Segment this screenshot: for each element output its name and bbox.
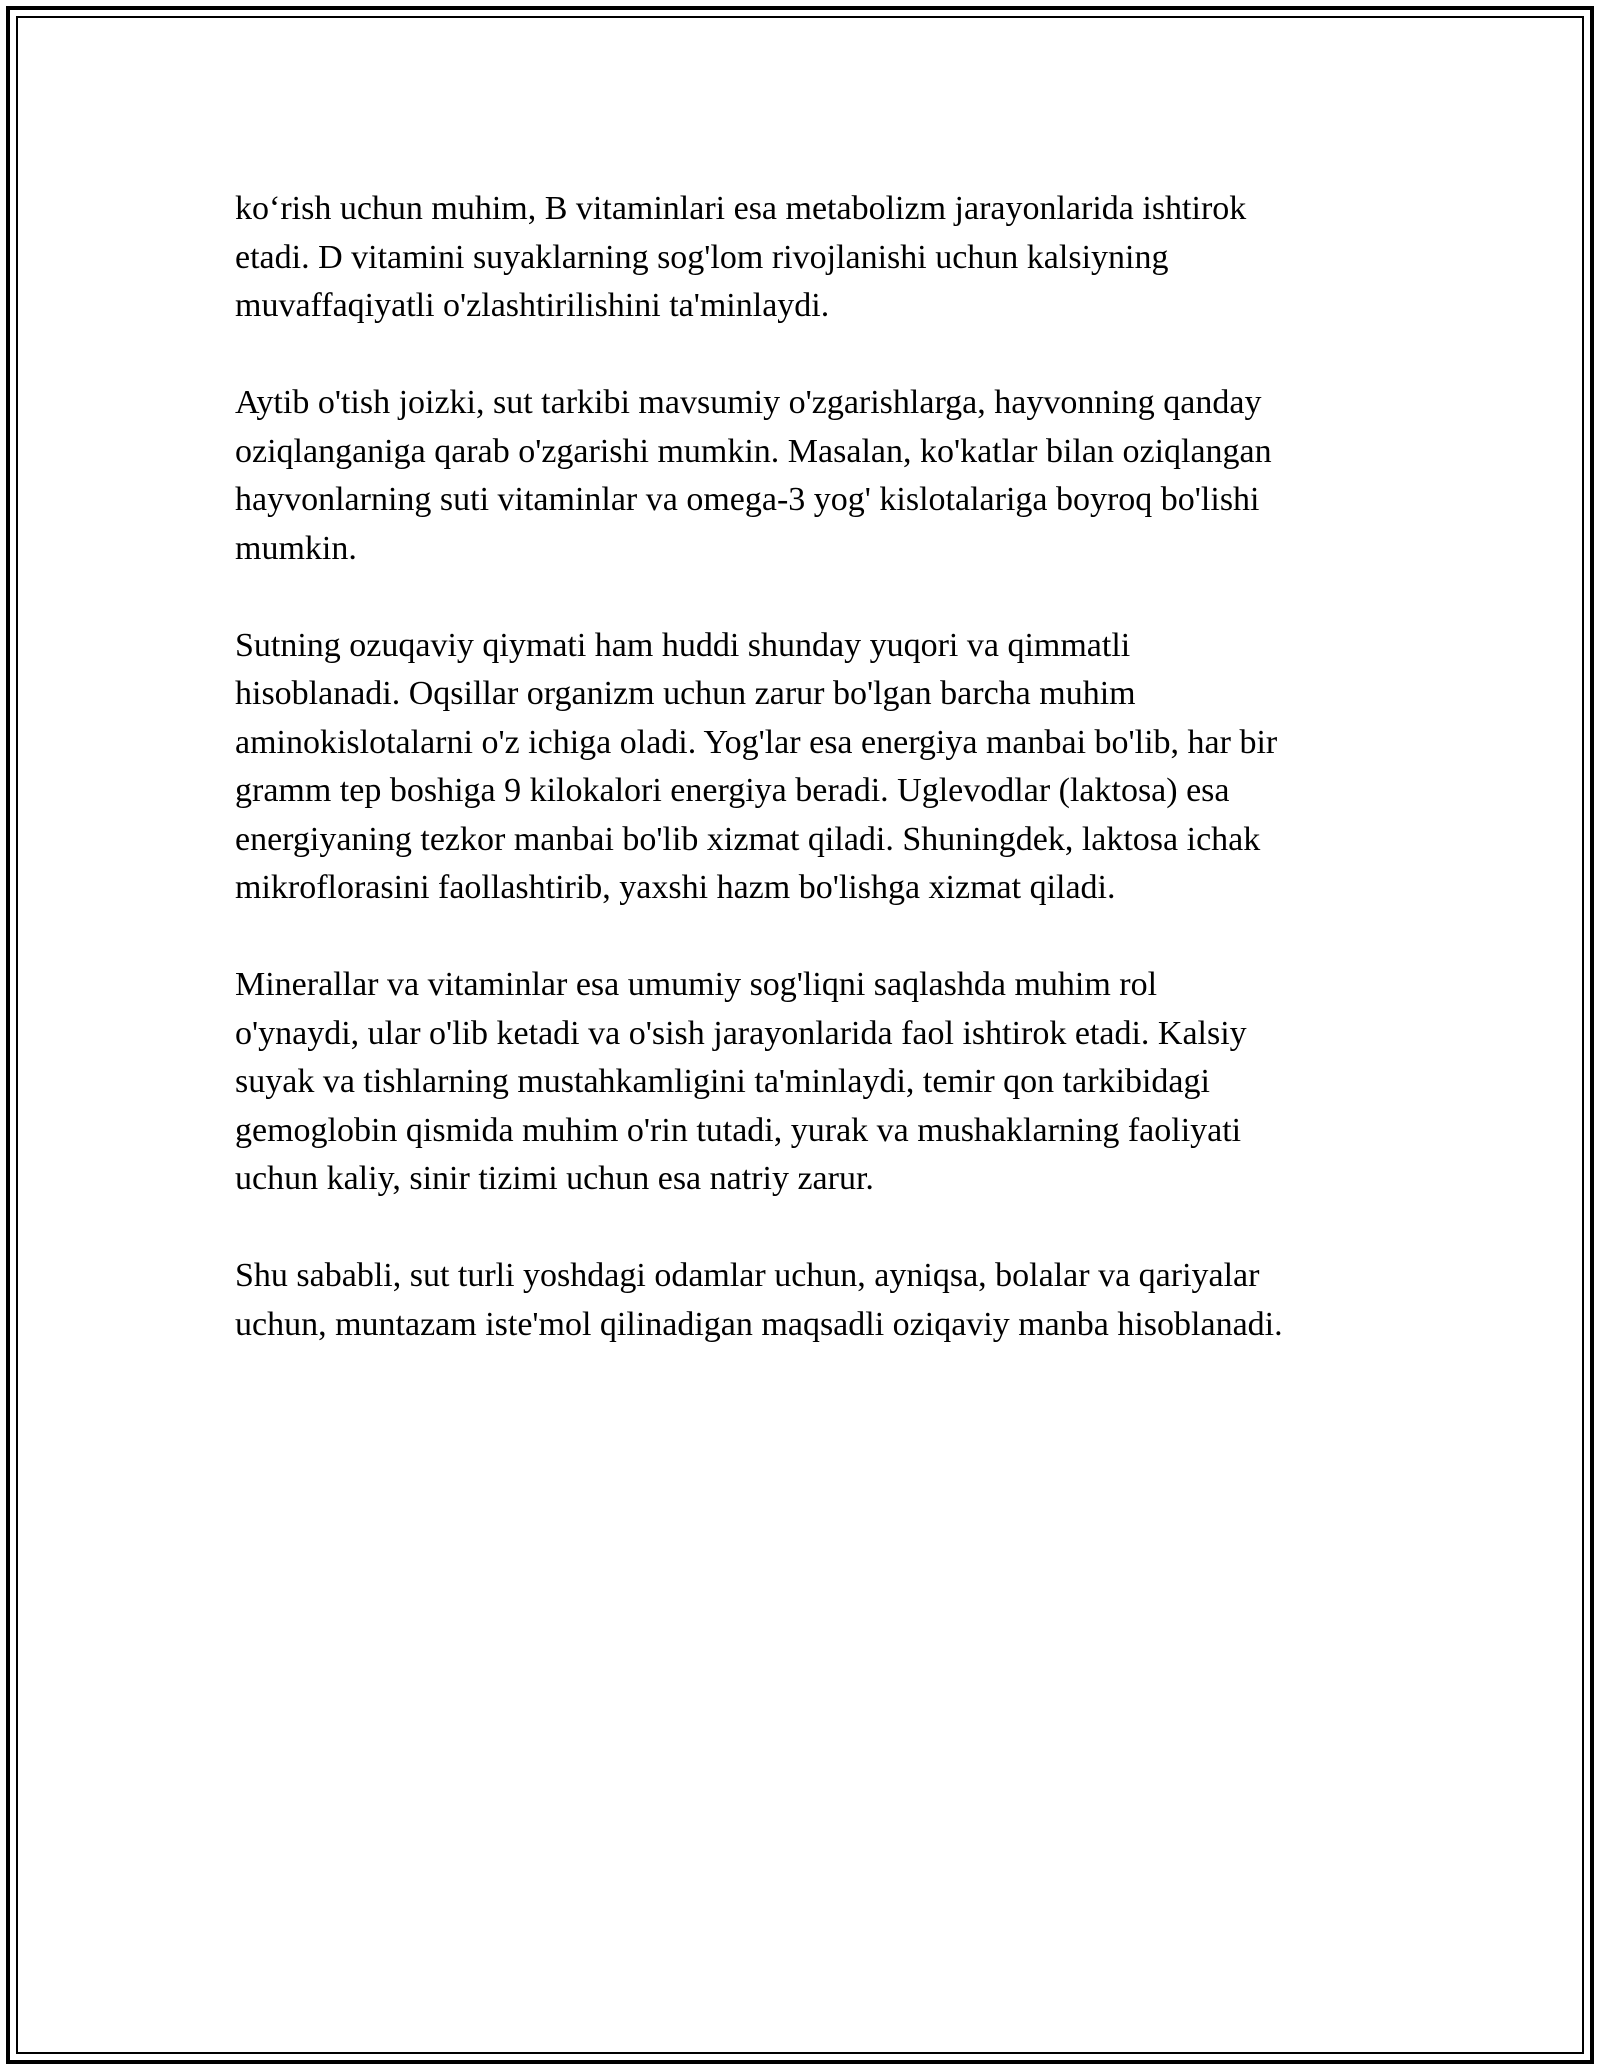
paragraph-conclusion: Shu sababli, sut turli yoshdagi odamlar uchun, ayniqsa, bolalar va qariyalar uchun, muntazam iste'mol qilinadigan maqsadli oziqaviy manba hisoblanadi. bbox=[235, 1257, 1283, 1343]
paragraph-nutritional-value: Sutning ozuqaviy qiymati ham huddi shunday yuqori va qimmatli hisoblanadi. Oqsillar organizm uchun zarur bo'lgan barcha muhim aminokislotalarni o'z ichiga oladi. Yog'lar esa energiya manbai bo'lib, har bir gramm tep boshiga 9 kilokalori energiya beradi. Uglevodlar (laktosa) esa energiyaning tezkor manbai bo'lib xizmat qiladi. Shuningdek, laktosa ichak mikroflorasini faollashtirib, yaxshi hazm bo'lishga xizmat qiladi. bbox=[235, 626, 1278, 906]
paragraph-vitamins: ko‘rish uchun muhim, B vitaminlari esa metabolizm jarayonlarida ishtirok etadi. D vitamini suyaklarning sog'lom rivojlanishi uchun kalsiyning muvaffaqiyatli o'zlashtirilishini ta'minlaydi. bbox=[235, 190, 1247, 324]
paragraph-seasonal-changes: Aytib o'tish joizki, sut tarkibi mavsumiy o'zgarishlarga, hayvonning qanday oziqlanganiga qarab o'zgarishi mumkin. Masalan, ko'katlar bilan oziqlangan hayvonlarning suti vitaminlar va omega-3 yog' kislotalariga boyroq bo'lishi mumkin. bbox=[235, 384, 1272, 567]
paragraph-minerals: Minerallar va vitaminlar esa umumiy sog'liqni saqlashda muhim rol o'ynaydi, ular o'lib ketadi va o'sish jarayonlarida faol ishtirok etadi. Kalsiy suyak va tishlarning mustahkamligini ta'minlaydi, temir qon tarkibidagi gemoglobin qismida muhim o'rin tutadi, yurak va mushaklarning faoliyati uchun kaliy, sinir tizimi uchun esa natriy zarur. bbox=[235, 966, 1247, 1197]
document-body bbox=[235, 185, 1415, 1398]
